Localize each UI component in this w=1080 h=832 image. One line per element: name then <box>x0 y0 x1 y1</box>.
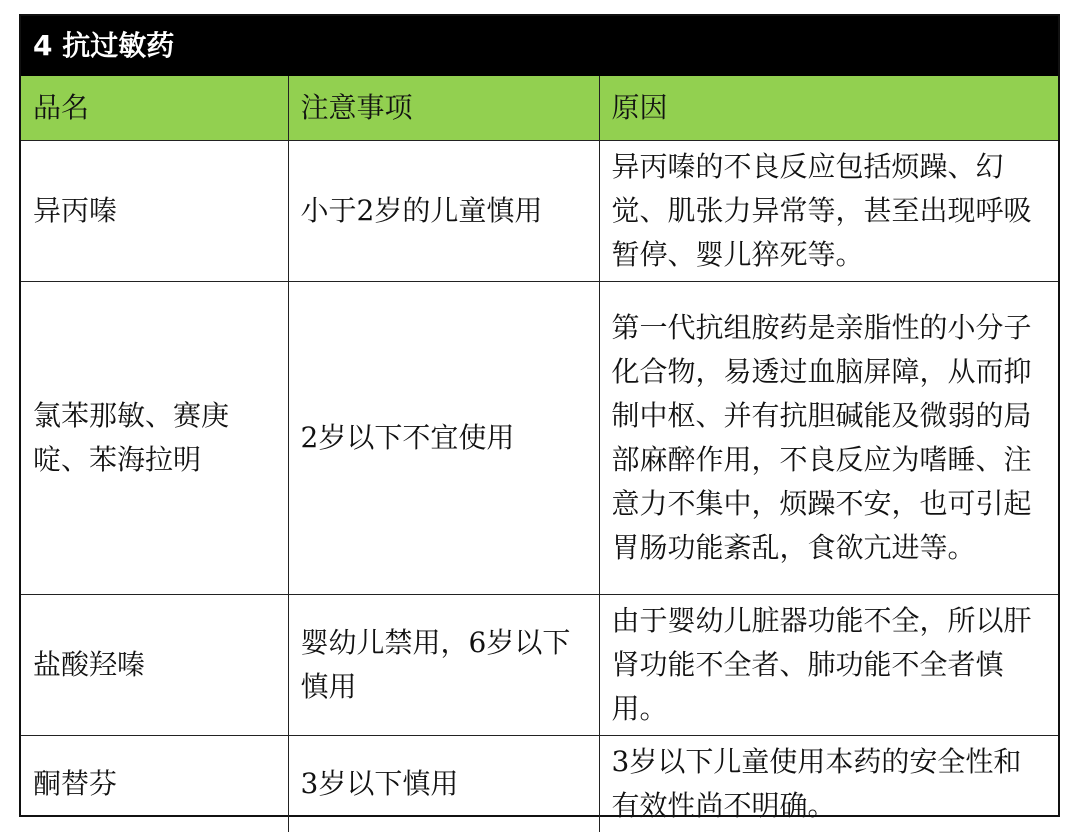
drug-name-cell: 氯苯那敏、赛庚啶、苯海拉明 <box>21 281 288 594</box>
precaution-cell: 婴幼儿禁用，6岁以下慎用 <box>288 594 599 735</box>
table-row <box>21 594 1058 735</box>
header-drug-name: 品名 <box>21 76 288 140</box>
section-title: 4 抗过敏药 <box>21 16 1058 76</box>
precaution-cell: 小于2岁的儿童慎用 <box>288 140 599 281</box>
table-row <box>21 281 1058 594</box>
precaution-cell: 3岁以下慎用 <box>288 735 599 832</box>
drug-name-cell: 酮替芬 <box>21 735 288 832</box>
precaution-cell: 2岁以下不宜使用 <box>288 281 599 594</box>
reason-cell: 由于婴幼儿脏器功能不全，所以肝肾功能不全者、肺功能不全者慎用。 <box>599 594 1058 735</box>
reason-cell: 第一代抗组胺药是亲脂性的小分子化合物，易透过血脑屏障，从而抑制中枢、并有抗胆碱能及微弱的局部麻醉作用，不良反应为嗜睡、注意力不集中，烦躁不安，也可引起胃肠功能紊乱，食欲亢进等。 <box>599 281 1058 594</box>
drug-name-cell: 异丙嗪 <box>21 140 288 281</box>
table-row <box>21 140 1058 281</box>
drug-name-cell: 盐酸羟嗪 <box>21 594 288 735</box>
header-precautions: 注意事项 <box>288 76 599 140</box>
drug-table-card <box>19 14 1060 822</box>
reason-cell: 3岁以下儿童使用本药的安全性和有效性尚不明确。 <box>599 735 1058 832</box>
reason-cell: 异丙嗪的不良反应包括烦躁、幻觉、肌张力异常等，甚至出现呼吸暂停、婴儿猝死等。 <box>599 140 1058 281</box>
antiallergy-drug-table <box>21 76 1058 832</box>
table-header-row <box>21 76 1058 140</box>
header-reason: 原因 <box>599 76 1058 140</box>
table-row <box>21 735 1058 832</box>
